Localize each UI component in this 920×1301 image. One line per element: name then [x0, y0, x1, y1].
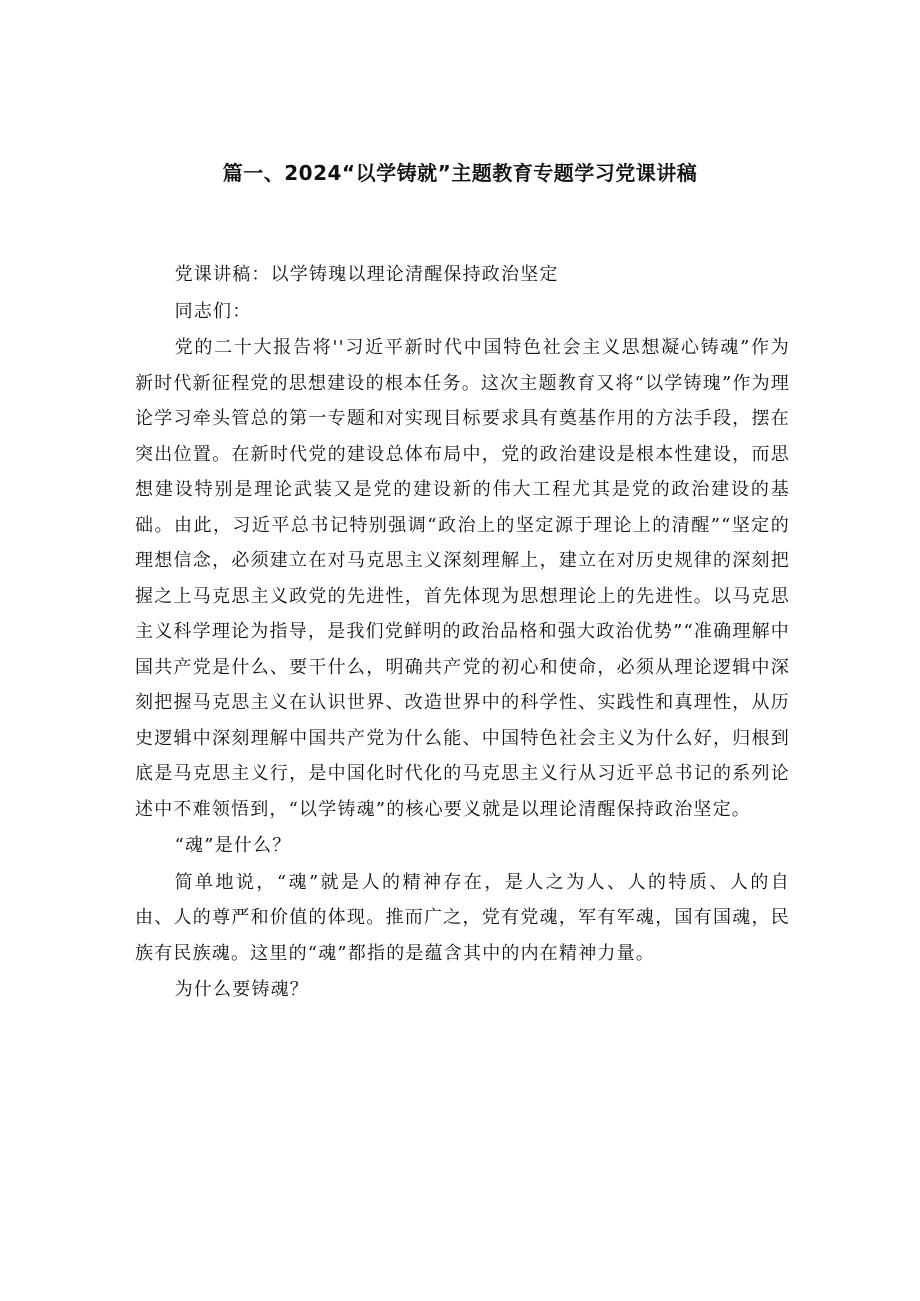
paragraph-question-why: 为什么要铸魂？ — [174, 979, 309, 1000]
paragraph-subtitle: 党课讲稿：以学铸瑰以理论清醒保持政治坚定 — [174, 264, 559, 285]
paragraph-intro: 党的二十大报告将''习近平新时代中国特色社会主义思想凝心铸魂”作为新时代新征程党的思想建设的根本任务。这次主题教育又将“以学铸瑰”作为理论学习牵头管总的第一专题和对实现目标要求具有奠基作用的方法手段，摆在突出位置。在新时代党的建设总体布局中，党的政治建设是根本性建设，而思想建设特别是理论武装又是党的建设新的伟大工程尤其是党的政治建设的基础。由此，习近平总书记特别强调“政治上的坚定源于理论上的清醒”“坚定的理想信念，必须建立在对马克思主义深刻理解上，建立在对历史规律的深刻把握之上马克思主义政党的先进性，首先体现为思想理论上的先进性。以马克思主义科学理论为指导，是我们党鲜明的政治品格和强大政治优势”“准确理解中国共产党是什么、要干什么，明确共产党的初心和使命，必须从理论逻辑中深刻把握马克思主义在认识世界、改造世界中的科学性、实践性和真理性，从历史逻辑中深刻理解中国共产党为什么能、中国特色社会主义为什么好，归根到底是马克思主义行，是中国化时代化的马克思主义行从习近平总书记的系列论述中不难领悟到，“以学铸魂”的核心要义就是以理论清醒保持政治坚定。 — [135, 337, 790, 820]
paragraph-salutation: 同志们： — [174, 300, 252, 322]
paragraph-answer-what: 简单地说，“魂”就是人的精神存在，是人之为人、人的特质、人的自由、人的尊严和价值的体现。推而广之，党有党魂，军有军魂，国有国魂，民族有民族魂。这里的“魂”都指的是蕴含其中的内在精神力量。 — [135, 871, 790, 964]
paragraph-question-what: “魂”是什么？ — [174, 835, 292, 856]
document-title: 篇一、2024“以学铸就”主题教育专题学习党课讲稿 — [222, 161, 698, 185]
document-body — [135, 257, 790, 1008]
